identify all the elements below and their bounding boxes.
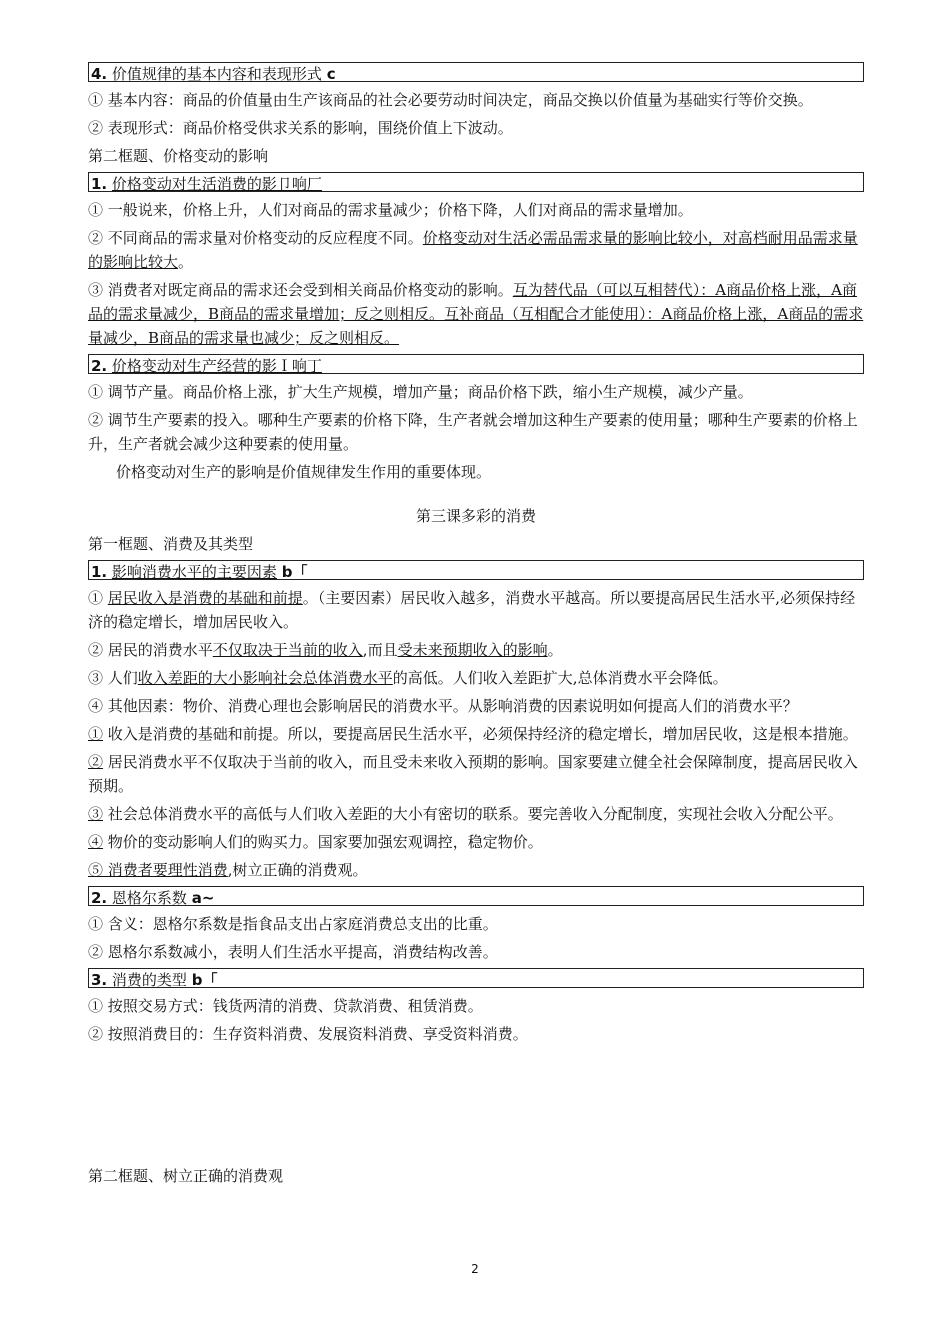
underlined-text: 居民收入是消费的基础和前提 <box>107 589 303 607</box>
text-run: 物价的变动影响人们的购买力。国家要加强宏观调控，稳定物价。 <box>103 833 543 851</box>
paragraph: 价格变动对生产的影响是价值规律发生作用的重要体现。 <box>116 463 492 481</box>
heading-title: 价格变动对生产经营的影Ｉ响丁 <box>111 357 322 375</box>
text-run: ① <box>88 589 108 607</box>
section-heading-box <box>88 886 864 906</box>
list-marker: ① <box>88 725 104 743</box>
underlined-text: 受未来预期收入的影响 <box>397 641 548 659</box>
text-run: 居民消费水平不仅取决于当前的收入，而且受未来收入预期的影响。国家要建立健全社会保障制度，提高居民收入预期。 <box>88 753 858 795</box>
heading-number: 2. <box>91 889 108 907</box>
paragraph: ④ 其他因素：物价、消费心理也会影响居民的消费水平。从影响消费的因素说明如何提高人们的消费水平？ <box>88 697 798 715</box>
text-run: 。（主要因素）居民收入越多，消费水平越高。所以要提高居民生活水平,必须保持经济的稳定增长，增加居民收入。 <box>88 589 856 631</box>
list-marker: ④ <box>88 833 104 851</box>
underlined-text: ⑤ 消费者要理性消费 <box>88 861 228 879</box>
underlined-text: 不仅取决于当前的收入 <box>212 641 363 659</box>
document-page <box>88 60 864 1192</box>
paragraph <box>88 750 864 798</box>
paragraph <box>88 638 864 662</box>
section-heading-box <box>88 560 864 580</box>
text-run: ,而且 <box>362 641 398 659</box>
paragraph <box>88 802 864 826</box>
paragraph <box>88 830 864 854</box>
section-heading-box <box>88 968 864 988</box>
heading-number: 4. <box>91 65 108 83</box>
paragraph: ② 按照消费目的：生存资料消费、发展资料消费、享受资料消费。 <box>88 1025 528 1043</box>
paragraph: ① 一般说来，价格上升，人们对商品的需求量减少；价格下降，人们对商品的需求量增加。 <box>88 201 693 219</box>
text-run: ,树立正确的消费观。 <box>227 861 368 879</box>
paragraph: ① 调节产量。商品价格上涨，扩大生产规模，增加产量；商品价格下跌，缩小生产规模，减少产量。 <box>88 383 753 401</box>
page-number: 2 <box>471 1262 479 1276</box>
text-run: 。 <box>178 253 194 271</box>
list-marker: ③ <box>88 805 104 823</box>
paragraph <box>88 278 864 350</box>
paragraph: ② 调节生产要素的投入。哪种生产要素的价格下降，生产者就会增加这种生产要素的使用量；哪种生产要素的价格上升，生产者就会减少这种要素的使用量。 <box>88 411 858 453</box>
heading-title: 恩格尔系数 <box>111 889 187 907</box>
heading-level: c <box>326 65 336 83</box>
text-run: ② 居民的消费水平 <box>88 641 213 659</box>
heading-number: 1. <box>91 175 108 193</box>
paragraph <box>88 722 864 746</box>
underlined-text: 收入差距的大小影响社会总体消费水平 <box>137 669 393 687</box>
text-run: 的高低。人们收入差距扩大,总体消费水平会降低。 <box>392 669 728 687</box>
subsection-title: 第二框题、树立正确的消费观 <box>88 1167 284 1185</box>
section-heading-box <box>88 172 864 192</box>
paragraph <box>88 226 864 274</box>
heading-title: 价格变动对生活消费的影卩响厂 <box>111 175 322 193</box>
paragraph: ② 恩格尔系数减小，表明人们生活水平提高，消费结构改善。 <box>88 943 498 961</box>
lesson-title: 第三课多彩的消费 <box>415 507 536 525</box>
paragraph <box>88 586 864 634</box>
heading-level: b「 <box>281 563 308 581</box>
subsection-title: 第二框题、价格变动的影响 <box>88 147 269 165</box>
section-heading-box <box>88 354 864 374</box>
paragraph: ① 基本内容：商品的价值量由生产该商品的社会必要劳动时间决定，商品交换以价值量为基础实行等价交换。 <box>88 91 813 109</box>
paragraph <box>88 666 864 690</box>
heading-title: 价值规律的基本内容和表现形式 <box>111 65 322 83</box>
heading-number: 2. <box>91 357 108 375</box>
text-run: 。 <box>547 641 563 659</box>
heading-title: 影响消费水平的主要因素 <box>111 563 277 581</box>
text-run: ③ 消费者对既定商品的需求还会受到相关商品价格变动的影响。 <box>88 281 513 299</box>
section-heading-box <box>88 62 864 82</box>
subsection-title: 第一框题、消费及其类型 <box>88 535 254 553</box>
list-marker: ② <box>88 753 104 771</box>
paragraph <box>88 858 864 882</box>
paragraph: ① 含义：恩格尔系数是指食品支出占家庭消费总支出的比重。 <box>88 915 498 933</box>
paragraph: ① 按照交易方式：钱货两清的消费、贷款消费、租赁消费。 <box>88 997 483 1015</box>
heading-title: 消费的类型 <box>111 971 187 989</box>
underlined-text: 价格变动对生活必需品需求量的影响比较小，对高档耐用品需求量的影响比较大 <box>88 229 858 271</box>
underlined-text: 互为替代品（可以互相替代）：A商品价格上涨，A商品的需求量减少，B商品的需求量增加；反之则相反。互补商品（互相配合才能使用）：A商品价格上涨，A商品的需求量减少，B商品的需求量也减少；反之则相反。 <box>88 281 864 347</box>
text-run: 收入是消费的基础和前提。所以，要提高居民生活水平，必须保持经济的稳定增长，增加居民收，这是根本措施。 <box>103 725 858 743</box>
heading-level: b「 <box>191 971 218 989</box>
heading-number: 1. <box>91 563 108 581</box>
heading-level: a~ <box>191 889 215 907</box>
paragraph: ② 表现形式：商品价格受供求关系的影响，围绕价值上下波动。 <box>88 119 513 137</box>
text-run: ③ 人们 <box>88 669 138 687</box>
text-run: ② 不同商品的需求量对价格变动的反应程度不同。 <box>88 229 423 247</box>
text-run: 社会总体消费水平的高低与人们收入差距的大小有密切的联系。要完善收入分配制度，实现社会收入分配公平。 <box>103 805 843 823</box>
heading-number: 3. <box>91 971 108 989</box>
